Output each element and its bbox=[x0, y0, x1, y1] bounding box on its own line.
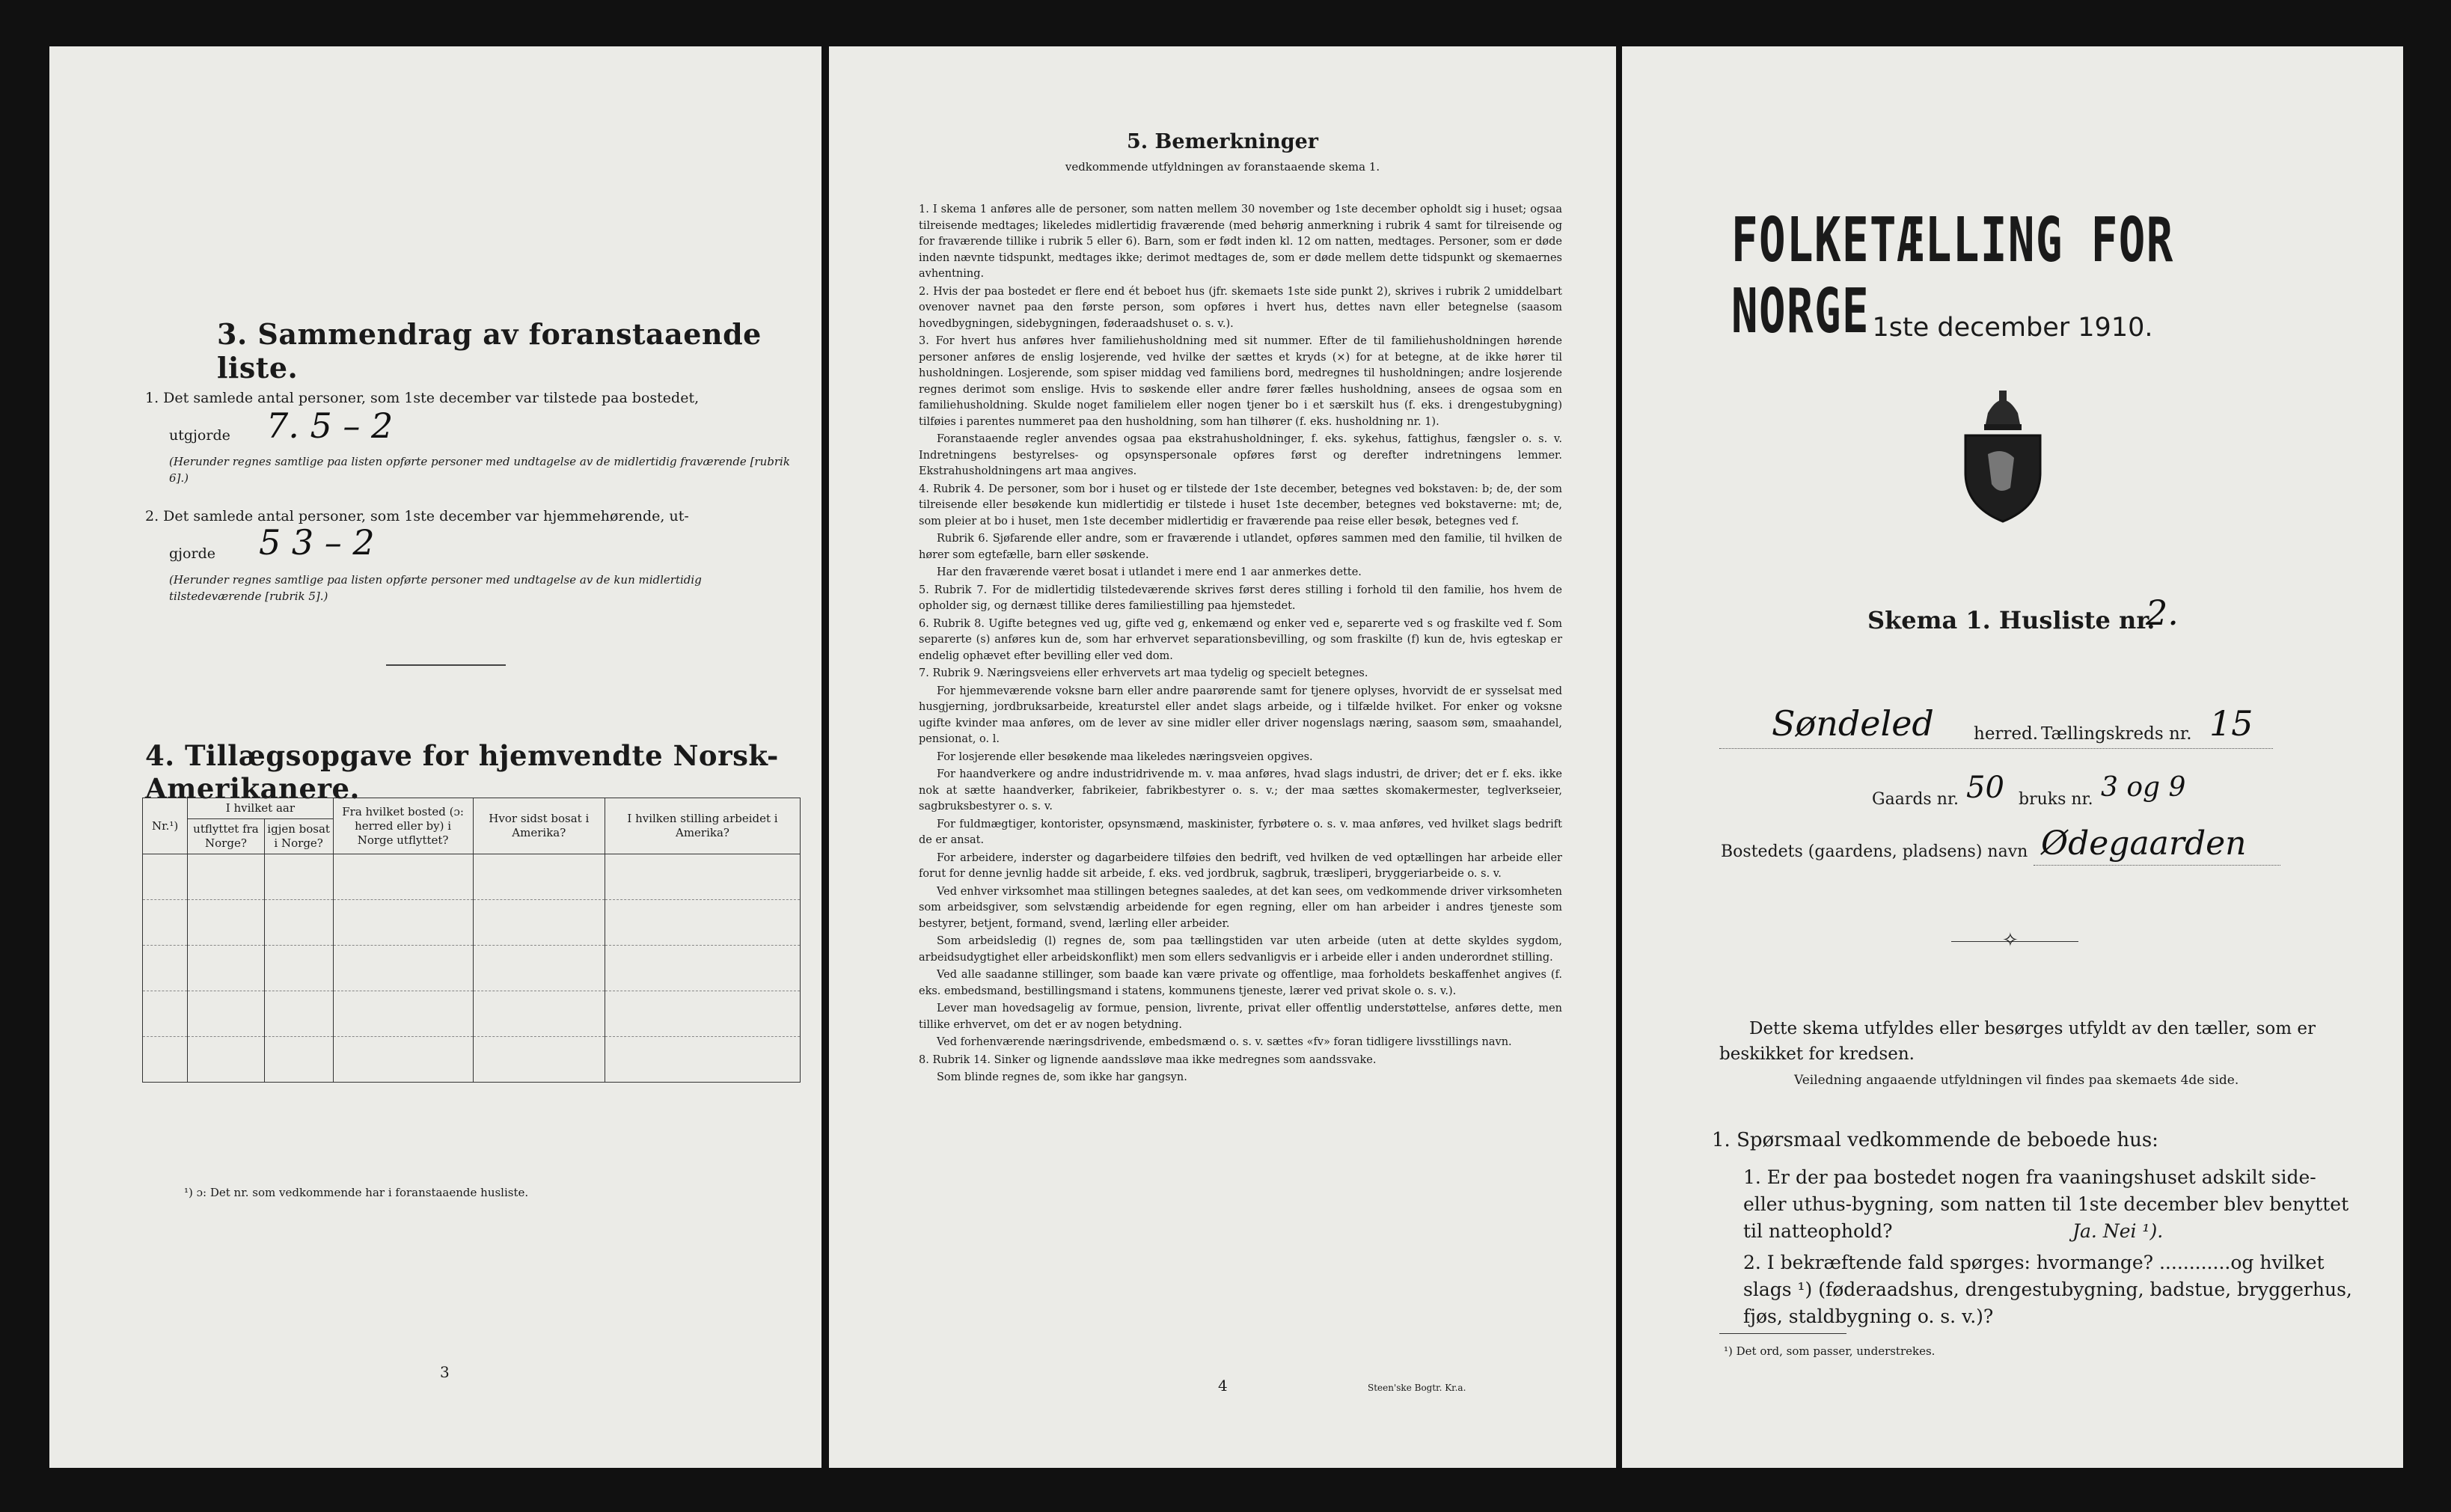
question-1: 1. Er der paa bostedet nogen fra vaaningshuset adskilt side- eller uthus-bygning, som natten til 1ste december blev benyttet til natteophold? bbox=[1743, 1166, 2349, 1242]
questions-heading: 1. Spørsmaal vedkommende de beboede hus: bbox=[1712, 1129, 2158, 1151]
intro-text: Dette skema utfyldes eller besørges utfyldt av den tæller, som er beskikket for kredsen. bbox=[1719, 1019, 2316, 1064]
remark-7b: For hjemmeværende voksne barn eller andre paarørende samt for tjenere oplyses, hvorvidt de er sysselsat med husgjerning, jordbruksarbeide, kreaturstel eller andet slags arbeide, og i tilfælde hvilket. For enker og voksne ugifte kvinder maa anføres, om de lever av sine midler eller driver nogenslags næring, saasom søm, smaahandel, pensionat, o. l. bbox=[919, 685, 1562, 745]
remark-2: 2. Hvis der paa bostedet er flere end ét beboet hus (jfr. skemaets 1ste side punkt 2), skrives i rubrik 2 umiddelbart ovenover navnet paa den første person, som opføres i hvert hus, dettes navn eller betegnelse (saasom hovedbygningen, sidebygningen, føderaadshuset o. s. v.). bbox=[919, 285, 1562, 330]
bosted-handwritten: Ødegaarden bbox=[2041, 824, 2247, 863]
herred-handwritten: Søndeled bbox=[1772, 703, 1934, 744]
gaards-label: Gaards nr. bbox=[1872, 790, 1959, 809]
remark-4b: Rubrik 6. Sjøfarende eller andre, som er fraværende i utlandet, opføres sammen med den familie, til hvilken de hører som egtefælle, barn eller søskende. bbox=[919, 533, 1562, 561]
ornament-icon: ✧ bbox=[2002, 929, 2019, 952]
page-left bbox=[49, 46, 821, 1468]
remark-8: 8. Rubrik 14. Sinker og lignende aandssløve maa ikke medregnes som aandssvake. bbox=[919, 1053, 1377, 1066]
remark-1: 1. I skema 1 anføres alle de personer, som natten mellem 30 november og 1ste december opholdt sig i huset; ogsaa tilreisende medtages; likeledes midlertidig fraværende (med behørig anmerkning i rubrik 4 samt for tilreisende og for fraværende tillike i rubrik 5 eller 6). Barn, som er født inden kl. 12 om natten, medtages. Personer, som er døde inden nævnte tidspunkt, medtages ikke; derimot medtages de, som er døde mellem dette tidspunkt og skemaernes avhentning. bbox=[919, 203, 1562, 280]
question-1-answer: Ja. Nei ¹). bbox=[2072, 1220, 2164, 1242]
section4-title: 4. Tillægsopgave for hjemvendte Norsk-Amerikanere. bbox=[145, 739, 779, 805]
schema-handwritten: 2. bbox=[2146, 593, 2179, 633]
coat-of-arms-icon bbox=[1954, 383, 2051, 525]
table-row bbox=[143, 946, 801, 991]
remark-7g: Ved enhver virksomhet maa stillingen betegnes saaledes, at det kan sees, om vedkommende driver virksomheten som arbeidsgiver, som selvstændig arbeidende for egen regning, eller om han arbeider i andres tjeneste som bestyrer, betjent, formand, svend, lærling eller arbeider. bbox=[919, 885, 1562, 930]
herred-line bbox=[1719, 748, 2273, 749]
section3-title: 3. Sammendrag av foranstaaende liste. bbox=[217, 317, 762, 385]
remark-6: 6. Rubrik 8. Ugifte betegnes ved ug, gifte ved g, enkemænd og enker ved e, separerte ved s og fraskilte ved f. Som separerte (s) anføres kun de, som har erhvervet separationsbevilling, og som fraskilte (f) kun de, hvis egteskap er endelig ophævet efter bevilling eller ved dom. bbox=[919, 617, 1562, 662]
remarks-body bbox=[919, 202, 1562, 1088]
page-number-middle: 4 bbox=[1218, 1377, 1228, 1395]
table-row bbox=[143, 991, 801, 1037]
census-date: 1ste december 1910. bbox=[1872, 313, 2153, 343]
form-title: FOLKETÆLLING FOR NORGE bbox=[1731, 205, 2174, 347]
remark-7f: For arbeidere, inderster og dagarbeidere tilføies den bedrift, ved hvilken de ved optællingen har arbeide eller forut for denne jevnlig hadde sit arbeide, f. eks. ved jordbruk, sagbruk, træsliperi, bryggeriarbeide o. s. v. bbox=[919, 851, 1562, 880]
norsk-amerikanere-table bbox=[142, 798, 801, 1083]
item2-text: 2. Det samlede antal personer, som 1ste december var hjemmehørende, ut- bbox=[145, 508, 689, 524]
remark-7e: For fuldmægtiger, kontorister, opsynsmænd, maskinister, fyrbøtere o. s. v. maa anføres, ved hvilket slags bedrift de er ansat. bbox=[919, 818, 1562, 846]
remark-3b: Foranstaaende regler anvendes ogsaa paa ekstrahusholdninger, f. eks. sykehus, fattighus, fængsler o. s. v. Indretningens bestyrelses- og opsynspersonale opføres først og derefter indretningens lemmer. Ekstrahusholdningens art maa angives. bbox=[919, 433, 1562, 477]
item2-prefix: gjorde bbox=[169, 545, 215, 562]
item2-handwritten: 5 3 – 2 bbox=[259, 522, 375, 563]
col-where: Hvor sidst bosat i Amerika? bbox=[473, 798, 605, 854]
bosted-line bbox=[2034, 865, 2280, 866]
question-2: 2. I bekræftende fald spørges: hvormange? ............og hvilket slags ¹) (føderaadshus, drengestubygning, badstue, bryggerhus, fjøs, staldbygning o. s. v.)? bbox=[1743, 1252, 2352, 1327]
remarks-subtitle: vedkommende utfyldningen av foranstaaende skema 1. bbox=[1065, 160, 1380, 174]
remark-7i: Ved alle saadanne stillinger, som baade kan være private og offentlige, maa forholdets beskaffenhet angives (f. eks. embedsmand, bestillingsmand i statens, kommunens tjeneste, lærer ved privat skole o. s. v.). bbox=[919, 969, 1562, 997]
remark-7d: For haandverkere og andre industridrivende m. v. maa anføres, hvad slags industri, de driver; det er f. eks. ikke nok at sætte haandverker, fabrikeier, fabrikbestyrer o. s. v.; der maa sættes skomakermester, teglverkseier, sagbruksbestyrer o. s. v. bbox=[919, 768, 1562, 812]
table-row bbox=[143, 900, 801, 946]
gaards-handwritten: 50 bbox=[1966, 771, 2004, 805]
remark-8b: Som blinde regnes de, som ikke har gangsyn. bbox=[937, 1071, 1187, 1083]
item1-note: (Herunder regnes samtlige paa listen opførte personer med undtagelse av de midlertidig fraværende [rubrik 6].) bbox=[169, 455, 790, 485]
table-row bbox=[143, 1037, 801, 1083]
schema-label: Skema 1. Husliste nr. bbox=[1867, 606, 2155, 634]
remark-7j: Lever man hovedsagelig av formue, pension, livrente, privat eller offentlig understøttelse, anføres dette, men tillike erhvervet, om det er av nogen betydning. bbox=[919, 1003, 1562, 1031]
page-right bbox=[1622, 46, 2403, 1468]
right-footnote: ¹) Det ord, som passer, understrekes. bbox=[1724, 1344, 1936, 1358]
table-row bbox=[143, 854, 801, 900]
kreds-handwritten: 15 bbox=[2209, 703, 2253, 744]
item2-note: (Herunder regnes samtlige paa listen opførte personer med undtagelse av de kun midlertidig tilstedeværende [rubrik 5].) bbox=[169, 573, 702, 603]
guide-text: Veiledning angaaende utfyldningen vil findes paa skemaets 4de side. bbox=[1794, 1073, 2239, 1088]
remark-7k: Ved forhenværende næringsdrivende, embedsmænd o. s. v. sættes «fv» foran tidligere livsstillings navn. bbox=[937, 1036, 1512, 1048]
remark-3: 3. For hvert hus anføres hver familiehusholdning med sit nummer. Efter de til familiehusholdningen hørende personer anføres de enslig losjerende, ved hvilke der sættes et kryds (×) for at betegne, at de ikke hører til husholdningen. Losjerende, som spiser middag ved familiens bord, medregnes til husholdningen; andre losjerende regnes derimot som enslige. Hvis to søskende eller andre fører fælles husholdning, ansees de ogsaa som en familiehusholdning. Skulde noget familielem eller nogen tjener bo i et særskilt hus (f. eks. i drengestubygning) tilføies i parentes nummeret paa den husholdning, som han tilhører (f. eks. husholdning nr. 1). bbox=[919, 335, 1562, 428]
col-nr: Nr.¹) bbox=[143, 798, 188, 854]
divider bbox=[386, 664, 506, 666]
remark-4: 4. Rubrik 4. De personer, som bor i huset og er tilstede der 1ste december, betegnes ved bokstaven: b; de, der som tilreisende eller besøkende kun midlertidig er tilstede i huset 1ste december, betegnes ved bokstaverne: mt; de, som pleier at bo i huset, men 1ste december midlertidig er fraværende paa reise eller besøk, betegnes ved f. bbox=[919, 483, 1562, 527]
remark-5: 5. Rubrik 7. For de midlertidig tilstedeværende skrives først deres stilling i forhold til den familie, hos hvem de opholder sig, og dernæst tillike deres familiestilling paa hjemstedet. bbox=[919, 584, 1562, 612]
page-number-left: 3 bbox=[440, 1363, 450, 1381]
herred-label: herred. bbox=[1974, 724, 2039, 744]
bruks-label: bruks nr. bbox=[2019, 790, 2093, 809]
col-returned: igjen bosat i Norge? bbox=[264, 819, 333, 854]
footnote-divider bbox=[1719, 1333, 1846, 1334]
item1-prefix: utgjorde bbox=[169, 427, 230, 444]
page-middle bbox=[829, 46, 1616, 1468]
item1-handwritten: 7. 5 – 2 bbox=[266, 405, 394, 446]
remarks-title: 5. Bemerkninger bbox=[1126, 130, 1319, 153]
col-emigrated: utflyttet fra Norge? bbox=[188, 819, 264, 854]
col-from: Fra hvilket bosted (ɔ: herred eller by) i Norge utflyttet? bbox=[333, 798, 473, 854]
col-group-year: I hvilket aar bbox=[188, 798, 333, 819]
kreds-label: Tællingskreds nr. bbox=[2041, 724, 2192, 744]
printer-mark: Steen'ske Bogtr. Kr.a. bbox=[1368, 1383, 1466, 1393]
remark-7: 7. Rubrik 9. Næringsveiens eller erhvervets art maa tydelig og specielt betegnes. bbox=[919, 667, 1368, 679]
bosted-label: Bostedets (gaardens, pladsens) navn bbox=[1721, 842, 2028, 861]
remark-4c: Har den fraværende været bosat i utlandet i mere end 1 aar anmerkes dette. bbox=[937, 566, 1362, 578]
remark-7c: For losjerende eller besøkende maa likeledes næringsveien opgives. bbox=[937, 750, 1313, 763]
table-footnote: ¹) ɔ: Det nr. som vedkommende har i foranstaaende husliste. bbox=[184, 1186, 529, 1199]
remark-7h: Som arbeidsledig (l) regnes de, som paa tællingstiden var uten arbeide (uten at dette skyldes sygdom, arbeidsudygtighet eller arbeidskonflikt) men som ellers sedvanligvis er i arbeide eller i anden underordnet stilling. bbox=[919, 935, 1562, 964]
item1-text: 1. Det samlede antal personer, som 1ste december var tilstede paa bostedet, bbox=[145, 390, 700, 406]
bruks-handwritten: 3 og 9 bbox=[2101, 772, 2186, 803]
col-position: I hvilken stilling arbeidet i Amerika? bbox=[605, 798, 801, 854]
